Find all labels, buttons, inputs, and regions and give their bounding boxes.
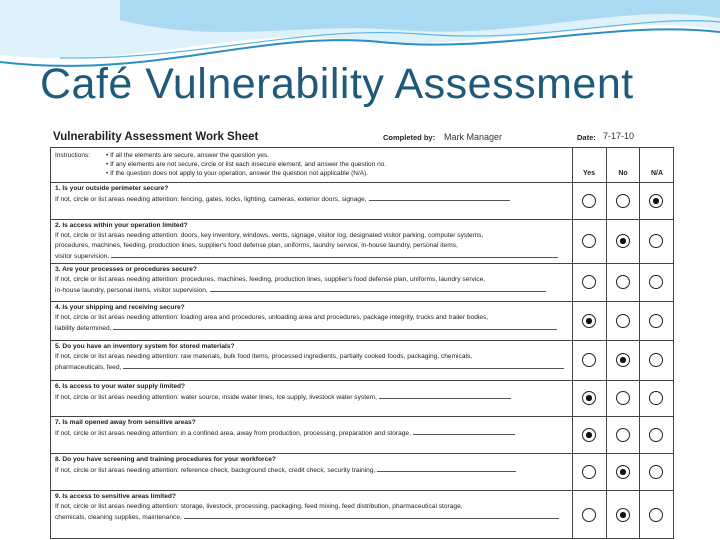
question-item: [55, 456, 571, 476]
worksheet: [50, 128, 675, 540]
radio-yes[interactable]: [582, 314, 596, 328]
radio-na[interactable]: [649, 275, 663, 289]
radio-yes[interactable]: [582, 428, 596, 442]
radio-na[interactable]: [649, 314, 663, 328]
question-attention-line: visitor supervision,: [55, 251, 571, 262]
instruction-line: • If all the elements are secure, answer the question yes.: [106, 152, 270, 159]
question-text: 5. Do you have an inventory system for stored materials?: [55, 343, 235, 350]
question-text: 4. Is your shipping and receiving secure?: [55, 304, 185, 311]
question-attention-line: If not, circle or list areas needing attention: reference check, background check, credit check, security training,: [55, 465, 571, 476]
radio-no[interactable]: [616, 234, 630, 248]
question-attention-line: If not, circle or list areas needing attention: in a confined area, away from production, processing, preparation and storage,: [55, 428, 571, 439]
instructions-label: Instructions:: [55, 152, 91, 159]
radio-no[interactable]: [616, 194, 630, 208]
question-item: [55, 222, 571, 262]
col-header-yes: Yes: [582, 170, 596, 177]
blank-line[interactable]: [377, 465, 515, 472]
radio-no[interactable]: [616, 275, 630, 289]
blank-line[interactable]: [210, 285, 547, 292]
question-attention-line: If not, circle or list areas needing attention: procedures, machines, feeding, production lines, supplier's food defense plan, uniforms, laundry service,: [55, 276, 486, 283]
radio-na[interactable]: [649, 465, 663, 479]
blank-line[interactable]: [123, 362, 564, 369]
row-divider: [51, 380, 673, 381]
question-text: 3. Are your processes or procedures secure?: [55, 266, 197, 273]
question-attention-line: If not, circle or list areas needing attention: raw materials, bulk food items, processed ingredients, partially cooked foods, packaging, chemicals,: [55, 353, 473, 360]
col-divider: [606, 148, 607, 538]
row-divider: [51, 182, 673, 183]
question-attention-line: pharmaceuticals, feed,: [55, 362, 571, 373]
radio-no[interactable]: [616, 508, 630, 522]
question-item: [55, 304, 571, 334]
blank-line[interactable]: [184, 512, 560, 519]
question-text: 7. Is mail opened away from sensitive areas?: [55, 419, 196, 426]
radio-na[interactable]: [649, 391, 663, 405]
col-header-no: No: [618, 170, 628, 177]
radio-yes[interactable]: [582, 275, 596, 289]
question-text: 8. Do you have screening and training procedures for your workforce?: [55, 456, 276, 463]
worksheet-header: [50, 128, 675, 148]
blank-line[interactable]: [379, 392, 511, 399]
blank-line[interactable]: [111, 251, 558, 258]
worksheet-title: Vulnerability Assessment Work Sheet: [53, 131, 259, 143]
question-item: [55, 493, 571, 523]
row-divider: [51, 340, 673, 341]
radio-yes[interactable]: [582, 234, 596, 248]
question-attention-line: in-house laundry, personal items, visitor supervision,: [55, 285, 571, 296]
radio-no[interactable]: [616, 428, 630, 442]
radio-na[interactable]: [649, 234, 663, 248]
completed-by-label: Completed by:: [383, 133, 436, 142]
row-divider: [51, 219, 673, 220]
question-attention-line: procedures, machines, feeding, production lines, supplier's food defense plan, uniforms, laundry service, in-house laundry, personal items,: [55, 242, 458, 249]
radio-yes[interactable]: [582, 353, 596, 367]
question-attention-line: If not, circle or list areas needing attention: water source, inside water lines, Ice supply, livestock water system,: [55, 392, 571, 403]
blank-line[interactable]: [113, 323, 557, 330]
row-divider: [51, 301, 673, 302]
question-attention-line: If not, circle or list areas needing attention: storage, livestock, processing, packaging, feed mixing, feed distribution, pharmaceutical storage,: [55, 503, 463, 510]
radio-yes[interactable]: [582, 194, 596, 208]
question-item: [55, 185, 571, 205]
question-item: [55, 419, 571, 439]
question-item: [55, 343, 571, 373]
row-divider: [51, 263, 673, 264]
radio-yes[interactable]: [582, 465, 596, 479]
question-text: 2. Is access within your operation limited?: [55, 222, 188, 229]
col-divider: [639, 148, 640, 538]
instruction-line: • If the question does not apply to your operation, answer the question not applicable (N/A).: [106, 170, 369, 177]
radio-no[interactable]: [616, 391, 630, 405]
radio-yes[interactable]: [582, 391, 596, 405]
question-text: 9. Is access to sensitive areas limited?: [55, 493, 176, 500]
date-value: 7-17-10: [603, 131, 635, 141]
radio-no[interactable]: [616, 353, 630, 367]
question-attention-line: liability determined,: [55, 323, 571, 334]
radio-na[interactable]: [649, 428, 663, 442]
radio-yes[interactable]: [582, 508, 596, 522]
question-attention-line: chemicals, cleaning supplies, maintenance,: [55, 512, 571, 523]
slide-title: Café Vulnerability Assessment: [40, 60, 634, 108]
row-divider: [51, 453, 673, 454]
row-divider: [51, 490, 673, 491]
radio-na[interactable]: [649, 353, 663, 367]
question-item: [55, 383, 571, 403]
question-text: 1. Is your outside perimeter secure?: [55, 185, 169, 192]
worksheet-table: [50, 147, 674, 539]
radio-no[interactable]: [616, 314, 630, 328]
col-divider: [572, 148, 573, 538]
radio-na[interactable]: [649, 194, 663, 208]
blank-line[interactable]: [369, 194, 511, 201]
instruction-line: • If any elements are not secure, circle or list each insecure element, and answer the question no.: [106, 161, 387, 168]
radio-na[interactable]: [649, 508, 663, 522]
col-header-na: N/A: [650, 170, 664, 177]
completed-by-value: Mark Manager: [444, 132, 503, 142]
date-label: Date:: [577, 133, 596, 142]
question-text: 6. Is access to your water supply limited?: [55, 383, 186, 390]
radio-no[interactable]: [616, 465, 630, 479]
question-attention-line: If not, circle or list areas needing attention: doors, key inventory, windows, vents, signage, visitor log, designated visitor parking, computer systems,: [55, 232, 484, 239]
question-attention-line: If not, circle or list areas needing attention: loading area and procedures, unloading area and procedures, package integrity, trucks and trailer bodies,: [55, 314, 489, 321]
question-item: [55, 266, 571, 296]
question-attention-line: If not, circle or list areas needing attention: fencing, gates, locks, lighting, cameras, exterior doors, signage,: [55, 194, 571, 205]
row-divider: [51, 416, 673, 417]
blank-line[interactable]: [413, 428, 516, 435]
